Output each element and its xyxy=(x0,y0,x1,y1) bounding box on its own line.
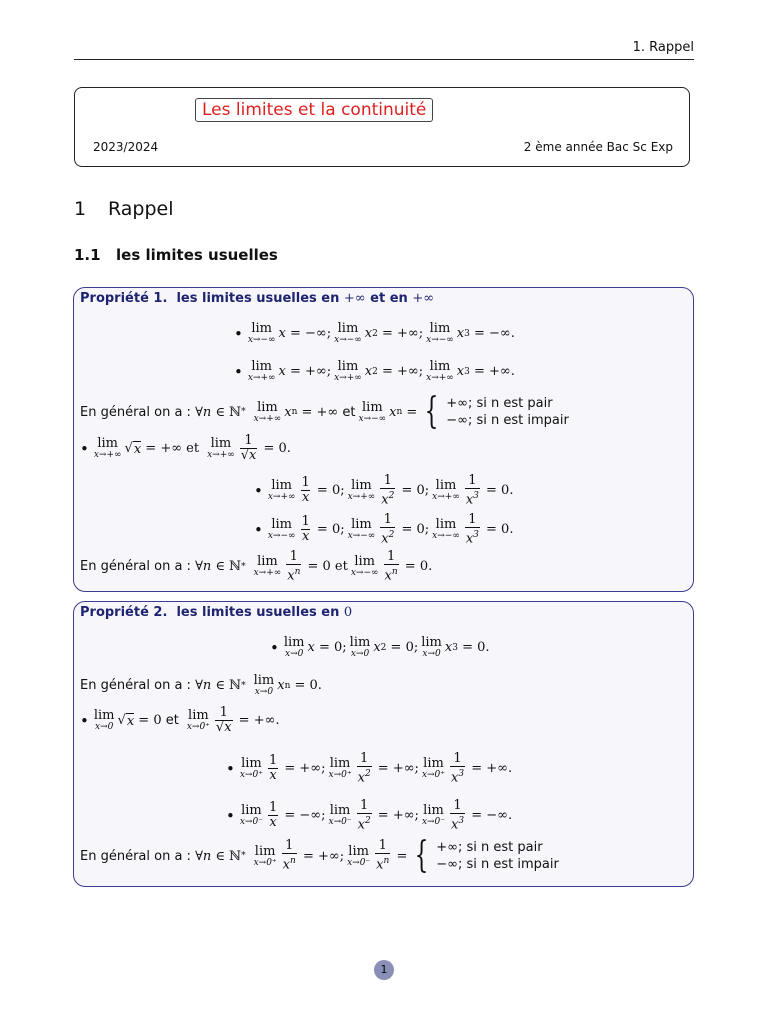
p1-limits-minus-infinity: • lim x→−∞ x = −∞; lim x→−∞ x 2 = +∞; lim x→−∞ x 3 = −∞. xyxy=(234,321,515,345)
title-box xyxy=(74,87,690,167)
p2-sqrt-limits: • lim x→0 √ x = 0 et lim x→0⁺ $\frac{1}{√x}$ = +∞. xyxy=(80,705,280,735)
property-1-sym1: +∞ xyxy=(343,291,366,306)
page-number: 1 xyxy=(374,960,394,980)
p2-limits-zero: • lim x→0 x = 0; lim x→0 x 2 = 0; lim x→0 x 3 = 0. xyxy=(270,635,490,659)
p2-case-odd: −∞; si n est impair xyxy=(436,857,559,872)
p1-case-odd: −∞; si n est impair xyxy=(446,413,569,428)
p1-reciprocal-minus: • lim x→−∞ $\frac{1}{x}$ = 0; lim x→−∞ $\frac{1}{x^2}$ = 0; lim x→−∞ $\frac{1}{x^3}$ = 0. xyxy=(254,512,514,547)
p1-limits-plus-infinity: • lim x→+∞ x = +∞; lim x→+∞ x 2 = +∞; lim x→+∞ x 3 = +∞. xyxy=(234,359,515,383)
p1-general2-lead: En général on a : xyxy=(80,559,191,575)
p2-case-even: +∞; si n est pair xyxy=(436,840,543,855)
section-heading xyxy=(74,198,174,220)
p1-general-lead: En général on a : xyxy=(80,404,191,420)
property-1-heading: les limites usuelles en xyxy=(176,291,340,306)
property-1-box xyxy=(73,287,694,592)
p2-general-reciprocal: En général on a : ∀ n ∈ ℕ * lim x→0⁺ $\frac{1}{x^n}$ = +∞; lim x→0⁻ $\frac{1}{x^n}$ = { +∞; si n est pair −∞; si n est impair xyxy=(80,835,559,876)
subsection-heading xyxy=(74,246,278,264)
p1-case-even: +∞; si n est pair xyxy=(446,396,553,411)
header-rule xyxy=(74,59,694,60)
p1-reciprocal-plus: • lim x→+∞ $\frac{1}{x}$ = 0; lim x→+∞ $\frac{1}{x^2}$ = 0; lim x→+∞ $\frac{1}{x^3}$ = 0. xyxy=(254,473,514,508)
p1-and-word: et xyxy=(342,404,356,420)
property-2-label: Propriété 2. xyxy=(80,605,168,620)
document-title: Les limites et la continuité xyxy=(195,98,433,122)
subsection-title: les limites usuelles xyxy=(116,246,278,264)
p2-reciprocal-left: • lim x→0⁻ $\frac{1}{x}$ = −∞; lim x→0⁻ $\frac{1}{x^2}$ = +∞; lim x→0⁻ $\frac{1}{x^3}$ = −∞. xyxy=(226,798,513,833)
running-header: 1. Rappel xyxy=(632,40,694,55)
section-number: 1 xyxy=(74,198,87,220)
property-2-sym: 0 xyxy=(343,605,353,620)
property-1-sym2: +∞ xyxy=(412,291,435,306)
section-title: Rappel xyxy=(108,198,174,220)
class-level: 2 ème année Bac Sc Exp xyxy=(523,140,673,154)
property-1-and: et en xyxy=(370,291,408,306)
p1-general-power: En général on a : ∀ n ∈ ℕ * lim x→+∞ x n = +∞ et lim x→−∞ x n = { +∞; si n est pair −∞; si n est impair xyxy=(80,391,569,432)
school-year: 2023/2024 xyxy=(93,140,159,154)
subsection-number: 1.1 xyxy=(74,246,101,264)
p2-general-power: En général on a : ∀ n ∈ ℕ * lim x→0 x n = 0. xyxy=(80,673,322,697)
p2-reciprocal-right: • lim x→0⁺ $\frac{1}{x}$ = +∞; lim x→0⁺ $\frac{1}{x^2}$ = +∞; lim x→0⁺ $\frac{1}{x^3}$ = +∞. xyxy=(226,751,513,786)
p1-sqrt-limits: • lim x→+∞ √ x = +∞ et lim x→+∞ $\frac{1}{√x}$ = 0. xyxy=(80,433,291,463)
p2-and-word: et xyxy=(165,713,179,728)
p2-general-lead: En général on a : xyxy=(80,678,191,693)
property-2-title xyxy=(80,605,352,620)
property-2-box xyxy=(73,601,694,887)
p1-general-reciprocal: En général on a : ∀ n ∈ ℕ * lim x→+∞ $\frac{1}{x^n}$ = 0 et lim x→−∞ $\frac{1}{x^n}$ = 0. xyxy=(80,549,433,584)
property-2-heading: les limites usuelles en xyxy=(176,605,340,620)
p2-general2-lead: En général on a : xyxy=(80,848,191,864)
property-1-label: Propriété 1. xyxy=(80,291,168,306)
property-1-title xyxy=(80,291,434,306)
